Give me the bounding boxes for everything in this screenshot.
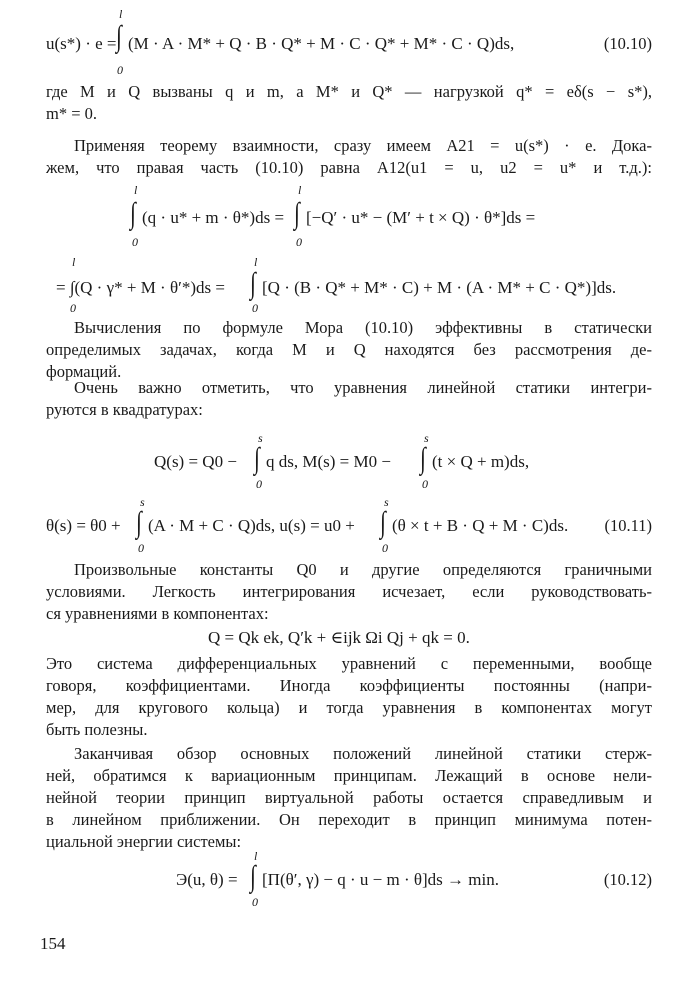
text-line: ся уравнениями в компонентах: xyxy=(46,604,269,623)
integral-lower-limit: 0 xyxy=(132,235,138,249)
integral-upper-limit: s xyxy=(384,495,389,509)
integral-lower-limit: 0 xyxy=(252,895,258,909)
integral-lower-limit: 0 xyxy=(252,301,258,315)
equation-components: Q = Qk ek, Q′k + ∈ijk Ωi Qj + qk = 0. xyxy=(208,628,470,647)
integral-upper-limit: l xyxy=(298,183,302,197)
text-line: определимых задачах, когда M и Q находятся без рассмотрения де- xyxy=(46,340,652,359)
text-line: Это система дифференциальных уравнений с переменными, вообще xyxy=(46,654,652,673)
equation-rhs: (M · A · M* + Q · B · Q* + M · C · Q* + M* · C · Q)ds, xyxy=(128,34,515,53)
equation-part: (t × Q + m)ds, xyxy=(432,452,530,471)
equation-number: (10.11) xyxy=(604,516,652,535)
text-line: формаций. xyxy=(46,362,122,381)
integral-lower-limit: 0 xyxy=(70,301,76,315)
integral-sign: ∫ xyxy=(380,506,386,539)
integral-sign: ∫ xyxy=(116,20,122,53)
text-line: ней, обратимся к вариационным принципам. Лежащий в основе нели- xyxy=(46,766,652,785)
text-line: Произвольные константы Q0 и другие определяются граничными xyxy=(74,560,652,579)
integral-lower-limit: 0 xyxy=(117,63,123,77)
text-line: циальной энергии системы: xyxy=(46,832,242,851)
integral-sign: ∫ xyxy=(130,197,136,230)
integral-sign: ∫ xyxy=(250,267,256,300)
equation-lhs: Э(u, θ) = xyxy=(176,870,238,889)
integral-lower-limit: 0 xyxy=(296,235,302,249)
text-line: нейной теории принцип виртуальной работы остается справедливым и xyxy=(46,788,652,807)
integral-upper-limit: l xyxy=(72,255,76,269)
text-line: где M и Q вызваны q и m, а M* и Q* — нагрузкой q* = eδ(s − s*), xyxy=(46,82,652,101)
integral-sign: ∫ xyxy=(294,197,300,230)
text-line: говоря, коэффициентами. Иногда коэффициенты постоянны (напри- xyxy=(46,676,652,695)
equation-right: [Q · (B · Q* + M* · C) + M · (A · M* + C · Q*)]ds. xyxy=(262,278,617,297)
equation-rhs: [Π(θ′, γ) − q · u − m · θ]ds → min. xyxy=(262,870,499,889)
equation-number: (10.10) xyxy=(603,34,652,53)
text-line: условиями. Легкость интегрирования исчезает, если руководствовать- xyxy=(46,582,652,601)
integral-lower-limit: 0 xyxy=(382,541,388,555)
equation-right: [−Q′ · u* − (M′ + t × Q) · θ*]ds = xyxy=(306,208,536,227)
text-line: руются в квадратурах: xyxy=(46,400,203,419)
integral-sign: ∫ xyxy=(250,860,256,893)
integral-upper-limit: l xyxy=(254,255,258,269)
integral-upper-limit: l xyxy=(254,849,258,863)
equation-part: (θ × t + B · Q + M · C)ds. xyxy=(392,516,569,535)
integral-sign: ∫ xyxy=(420,442,426,475)
text-line: быть полезны. xyxy=(46,720,148,739)
integral-upper-limit: l xyxy=(134,183,138,197)
text-line: m* = 0. xyxy=(46,104,98,123)
text-line: Заканчивая обзор основных положений линейной статики стерж- xyxy=(74,744,652,763)
integral-upper-limit: s xyxy=(258,431,263,445)
equation-part: Q(s) = Q0 − xyxy=(154,452,237,471)
integral-upper-limit: l xyxy=(119,7,123,21)
equation-part: θ(s) = θ0 + xyxy=(46,516,121,535)
text-line: Вычисления по формуле Мора (10.10) эффективны в статически xyxy=(74,318,652,337)
text-line: в линейном приближении. Он переходит в принцип минимума потен- xyxy=(46,810,652,829)
text-line: жем, что правая часть (10.10) равна A12(u1 = u, u2 = u* и т.д.): xyxy=(46,158,652,177)
text-line: Применяя теорему взаимности, сразу имеем A21 = u(s*) · e. Дока- xyxy=(74,136,652,155)
integral-sign: ∫ xyxy=(136,506,142,539)
integral-upper-limit: s xyxy=(140,495,145,509)
text-line: мер, для кругового кольца) и тогда уравнения в компонентах могут xyxy=(46,698,652,717)
equation-part: (A · M + C · Q)ds, u(s) = u0 + xyxy=(148,516,355,535)
text-line: Очень важно отметить, что уравнения линейной статики интегри- xyxy=(74,378,652,397)
integral-sign: ∫ xyxy=(254,442,260,475)
integral-lower-limit: 0 xyxy=(138,541,144,555)
equation-lhs: u(s*) · e = xyxy=(46,34,117,53)
equation-left: (q · u* + m · θ*)ds = xyxy=(142,208,285,227)
integral-upper-limit: s xyxy=(424,431,429,445)
equation-part: q ds, M(s) = M0 − xyxy=(266,452,391,471)
equation-number: (10.12) xyxy=(603,870,652,889)
page-number: 154 xyxy=(40,934,66,953)
integral-lower-limit: 0 xyxy=(256,477,262,491)
equation-left: = ∫(Q · γ* + M · θ′*)ds = xyxy=(56,278,225,297)
integral-lower-limit: 0 xyxy=(422,477,428,491)
